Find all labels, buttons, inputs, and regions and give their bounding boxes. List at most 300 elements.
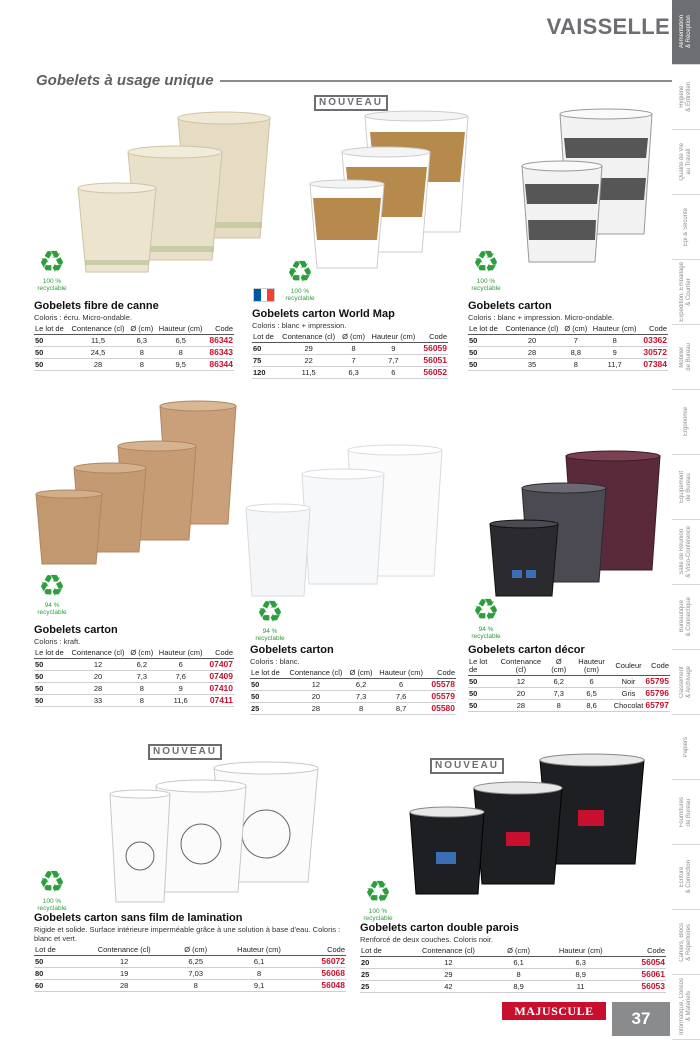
table-cell: 35 — [502, 359, 562, 371]
table-header: Ø (cm) — [340, 332, 368, 343]
table-header: Ø (cm) — [562, 324, 589, 335]
product-table — [468, 324, 668, 371]
table-row — [250, 703, 456, 715]
cup-small — [36, 490, 102, 564]
table-cell: 12 — [75, 956, 173, 968]
table-header: Contenance (cl) — [75, 945, 173, 956]
product-code: 86342 — [206, 335, 234, 347]
table-cell: 9 — [590, 347, 640, 359]
table-cell: 6,3 — [541, 957, 621, 969]
category-tab-label: Fournitures de Bureau — [679, 796, 692, 828]
table-cell: 11,5 — [278, 367, 340, 379]
table-cell: 50 — [34, 347, 68, 359]
table-header: Lot de — [252, 332, 278, 343]
table-cell: 120 — [252, 367, 278, 379]
product-code: 56051 — [419, 355, 448, 367]
table-header: Ø (cm) — [547, 657, 570, 676]
double-wall-cups-image — [408, 756, 648, 898]
table-cell: 6,1 — [218, 956, 300, 968]
table-cell: 12 — [400, 957, 497, 969]
table-cell: 6,3 — [128, 335, 155, 347]
table-cell: 24,5 — [68, 347, 128, 359]
recycle-icon: ♻ — [38, 246, 66, 279]
product-code: 07407 — [206, 659, 234, 671]
product-code: 05579 — [427, 691, 456, 703]
france-flag-icon — [253, 288, 275, 302]
product-code: 03362 — [640, 335, 668, 347]
category-tab-label: Equipement de Bureau — [679, 470, 692, 504]
table-header: Hauteur (cm) — [218, 945, 300, 956]
table-header: Ø (cm) — [173, 945, 218, 956]
product-description: Rigide et solide. Surface intérieure imperméable grâce à une solution à base d'eau. Coloris : blanc et vert. — [34, 925, 341, 943]
table-header: Code — [621, 946, 666, 957]
table-row — [34, 980, 346, 992]
table-cell: 29 — [400, 969, 497, 981]
table-cell: 50 — [468, 700, 495, 712]
table-row — [468, 688, 670, 700]
white-cups-image — [244, 446, 446, 600]
table-cell: 8 — [128, 683, 155, 695]
product-code: 65796 — [645, 688, 669, 698]
page-number: 37 — [612, 1002, 670, 1036]
product-code: 56053 — [621, 981, 666, 993]
table-row — [468, 335, 668, 347]
category-tab-label: Alimentation & Réception — [679, 15, 692, 49]
table-cell: 50 — [250, 679, 285, 691]
table-cell: 50 — [34, 671, 68, 683]
category-tab-label: Cahiers, Blocs & Répertoires — [679, 922, 692, 962]
product-name: Gobelets carton — [34, 624, 118, 636]
category-tab[interactable] — [672, 715, 700, 780]
product-block — [252, 308, 448, 379]
category-tab-label: Salle de Réunion & Visio-Conférence — [679, 526, 692, 578]
table-row — [34, 695, 234, 707]
product-code: 56061 — [621, 969, 666, 981]
table-cell: 8 — [547, 700, 570, 712]
category-tab[interactable] — [672, 780, 700, 845]
table-header: Contenance (cl) — [495, 657, 547, 676]
table-row — [34, 659, 234, 671]
product-table — [252, 332, 448, 379]
product-block — [468, 644, 670, 712]
table-cell: 7,3 — [347, 691, 375, 703]
table-header-row — [252, 332, 448, 343]
section-heading — [36, 72, 672, 89]
category-tab[interactable] — [672, 520, 700, 585]
table-cell: 8 — [347, 703, 375, 715]
product-code: 56048 — [300, 980, 346, 992]
product-name: Gobelets carton — [468, 300, 552, 312]
table-cell: 11,5 — [68, 335, 128, 347]
table-header-row — [360, 946, 666, 957]
category-tab[interactable] — [672, 130, 700, 195]
table-cell: 6 — [368, 367, 420, 379]
table-cell: 29 — [278, 343, 340, 355]
product-code: 05580 — [427, 703, 456, 715]
recyclable-badge: ♻ 94 % recyclable — [464, 596, 508, 640]
table-header: Couleur — [613, 657, 645, 676]
category-tab-label: Ergonomie — [682, 407, 689, 437]
table-cell: 25 — [360, 969, 400, 981]
table-cell: 8 — [562, 359, 589, 371]
table-cell: 50 — [468, 688, 495, 700]
table-cell: 20 — [502, 335, 562, 347]
category-tab-label: Classement & Archivage — [679, 665, 692, 699]
table-cell: 6 — [375, 679, 427, 691]
product-code: 05578 — [427, 679, 456, 691]
table-header: Code — [419, 332, 448, 343]
table-cell: 7 — [340, 355, 368, 367]
kraft-cups-image — [34, 402, 240, 568]
table-header-row — [250, 668, 456, 679]
table-cell: 6,5 — [156, 335, 206, 347]
table-header-row — [468, 657, 670, 676]
category-tab-label: Ecriture & Correction — [679, 860, 692, 894]
product-table — [250, 668, 456, 715]
table-header: Hauteur (cm) — [156, 648, 206, 659]
table-cell: 8 — [340, 343, 368, 355]
table-cell: 7,3 — [128, 671, 155, 683]
table-cell: 20 — [360, 957, 400, 969]
table-cell: 60 — [252, 343, 278, 355]
product-code: 07411 — [206, 695, 234, 707]
catalog-category-title: VAISSELLE — [546, 14, 670, 39]
product-description: Coloris : écru. Micro-ondable. — [34, 313, 132, 322]
table-header: Hauteur (cm) — [570, 657, 612, 676]
table-cell: 50 — [250, 691, 285, 703]
recycle-icon: ♻ — [38, 570, 66, 603]
product-block — [34, 300, 234, 371]
category-tab[interactable] — [672, 390, 700, 455]
cup-small — [110, 790, 170, 902]
table-header: Contenance (cl) — [68, 648, 128, 659]
product-name: Gobelets carton double parois — [360, 922, 519, 934]
coffee-print-cups-image — [520, 108, 660, 268]
product-description: Coloris : blanc + impression. Micro-ondable. — [468, 313, 615, 322]
cup-medium — [302, 469, 384, 584]
table-cell: Gris — [613, 688, 645, 700]
table-header-row — [34, 945, 346, 956]
table-header: Code — [206, 648, 234, 659]
category-tab-label: Expédition, Emballage & Courrier — [679, 262, 692, 322]
table-cell: 60 — [34, 980, 75, 992]
category-tab[interactable] — [672, 910, 700, 975]
table-header: Contenance (cl) — [278, 332, 340, 343]
product-description: Coloris : blanc. — [250, 657, 300, 666]
table-cell: 8 — [218, 968, 300, 980]
majuscule-logo: MAJUSCULE — [502, 1002, 606, 1020]
recycle-icon: ♻ — [472, 246, 500, 279]
table-cell: 50 — [34, 659, 68, 671]
table-cell: 25 — [250, 703, 285, 715]
category-tab[interactable] — [672, 585, 700, 650]
table-cell: 11,6 — [156, 695, 206, 707]
table-row — [34, 968, 346, 980]
table-header: Le lot de — [468, 657, 495, 676]
table-cell: 7,6 — [156, 671, 206, 683]
product-name: Gobelets carton World Map — [252, 308, 395, 320]
table-cell: 33 — [68, 695, 128, 707]
table-cell: 11,7 — [590, 359, 640, 371]
product-code: 30572 — [640, 347, 668, 359]
table-cell: 8,6 — [570, 700, 612, 712]
table-cell: 20 — [285, 691, 347, 703]
new-label: NOUVEAU — [430, 758, 504, 774]
table-cell: 50 — [468, 347, 502, 359]
table-row — [468, 347, 668, 359]
category-tab-label: Mobilier de Bureau — [679, 343, 692, 371]
product-table — [34, 648, 234, 707]
category-tab[interactable] — [672, 325, 700, 390]
table-row — [360, 969, 666, 981]
table-cell: 6 — [570, 676, 612, 688]
table-header: Code — [427, 668, 456, 679]
table-cell: 28 — [68, 683, 128, 695]
table-cell: 50 — [34, 335, 68, 347]
recycle-icon: ♻ — [364, 876, 392, 909]
product-name: Gobelets carton décor — [468, 644, 585, 656]
category-tab-label: Papiers — [682, 736, 689, 758]
table-header: Hauteur (cm) — [156, 324, 206, 335]
cane-cups-image — [70, 110, 280, 280]
table-row — [252, 355, 448, 367]
product-table — [34, 945, 346, 992]
table-row — [468, 700, 670, 712]
world-map-cups-image — [310, 112, 475, 272]
table-cell: 25 — [360, 981, 400, 993]
table-cell: 50 — [34, 956, 75, 968]
table-row — [34, 335, 234, 347]
product-name: Gobelets carton sans film de lamination — [34, 912, 243, 924]
category-tab[interactable] — [672, 845, 700, 910]
table-cell: 8 — [173, 980, 218, 992]
category-tab-label: Hygiène & Entretien — [679, 82, 692, 112]
section-title: Gobelets à usage unique — [36, 72, 214, 89]
table-row — [360, 957, 666, 969]
table-cell: 12 — [495, 676, 547, 688]
product-description: Renforcé de deux couches. Coloris noir. — [360, 935, 493, 944]
table-row — [34, 671, 234, 683]
table-header: Ø (cm) — [347, 668, 375, 679]
product-code: 86343 — [206, 347, 234, 359]
product-table — [468, 657, 670, 712]
category-tab[interactable] — [672, 455, 700, 520]
cup-medium — [474, 782, 562, 884]
product-block — [34, 912, 346, 992]
table-header: Contenance (cl) — [68, 324, 128, 335]
recyclable-badge: ♻ 94 % recyclable — [248, 598, 292, 642]
table-cell: 20 — [68, 671, 128, 683]
table-header: Code — [644, 657, 670, 676]
product-name: Gobelets carton — [250, 644, 334, 656]
table-cell: 8 — [590, 335, 640, 347]
table-cell: 6,2 — [347, 679, 375, 691]
table-header: Contenance (cl) — [400, 946, 497, 957]
table-row — [360, 981, 666, 993]
table-cell: 6 — [156, 659, 206, 671]
recyclable-badge: ♻ 94 % recyclable — [30, 572, 74, 616]
table-cell: 6,2 — [128, 659, 155, 671]
category-tab[interactable] — [672, 195, 700, 260]
new-label: NOUVEAU — [314, 95, 388, 111]
product-code: 07409 — [206, 671, 234, 683]
product-code: 56052 — [419, 367, 448, 379]
recyclable-badge: ♻ 100 % recyclable — [278, 258, 322, 302]
table-row — [34, 359, 234, 371]
table-header: Code — [206, 324, 234, 335]
product-description: Coloris : kraft. — [34, 637, 81, 646]
table-header: Ø (cm) — [128, 648, 155, 659]
category-tabs — [672, 0, 700, 1040]
category-tab[interactable] — [672, 260, 700, 325]
table-cell: 50 — [468, 359, 502, 371]
table-header: Le lot de — [34, 324, 68, 335]
recyclable-badge: ♻ 100 % recyclable — [30, 868, 74, 912]
product-description: Coloris : blanc + impression. — [252, 321, 347, 330]
table-row — [34, 683, 234, 695]
table-cell: 7,7 — [368, 355, 420, 367]
table-header: Lot de — [360, 946, 400, 957]
cup-small — [246, 504, 310, 596]
product-code: 86344 — [206, 359, 234, 371]
table-cell: 50 — [468, 676, 495, 688]
table-cell: 8 — [156, 347, 206, 359]
category-tab[interactable] — [672, 975, 700, 1040]
tree-print-cups-image — [108, 760, 322, 906]
product-code: 56059 — [419, 343, 448, 355]
table-cell: 50 — [34, 359, 68, 371]
category-tab-label: Epi & Sécurité — [682, 207, 689, 247]
table-cell: 9 — [156, 683, 206, 695]
table-row — [250, 679, 456, 691]
table-cell: 28 — [68, 359, 128, 371]
table-cell: 50 — [468, 335, 502, 347]
product-block — [468, 300, 668, 371]
table-row — [34, 956, 346, 968]
table-header: Contenance (cl) — [502, 324, 562, 335]
table-header-row — [34, 324, 234, 335]
recyclable-badge: ♻ 100 % recyclable — [356, 878, 400, 922]
table-cell: 19 — [75, 968, 173, 980]
table-cell: 22 — [278, 355, 340, 367]
table-cell: 8,8 — [562, 347, 589, 359]
table-header: Hauteur (cm) — [375, 668, 427, 679]
product-table — [360, 946, 666, 993]
recycle-icon: ♻ — [472, 594, 500, 627]
table-cell: 20 — [495, 688, 547, 700]
table-header: Hauteur (cm) — [368, 332, 420, 343]
category-tab-label: Informatique, Consos & Matériels — [679, 978, 692, 1036]
table-header: Lot de — [34, 945, 75, 956]
table-row — [252, 367, 448, 379]
category-tab-label: Qualité de Vie au Travail — [679, 143, 692, 181]
table-header: Le lot de — [468, 324, 502, 335]
table-cell: 8,7 — [375, 703, 427, 715]
table-row — [34, 347, 234, 359]
table-cell: 9,1 — [218, 980, 300, 992]
table-header: Hauteur (cm) — [590, 324, 640, 335]
table-header: Contenance (cl) — [285, 668, 347, 679]
table-cell: 6,1 — [497, 957, 541, 969]
table-cell: Noir — [613, 676, 645, 688]
table-header: Code — [640, 324, 668, 335]
table-cell: 8 — [128, 347, 155, 359]
table-cell: 75 — [252, 355, 278, 367]
category-tab[interactable] — [672, 650, 700, 715]
table-cell: 6,3 — [340, 367, 368, 379]
table-row — [468, 359, 668, 371]
recycle-icon: ♻ — [38, 866, 66, 899]
table-cell: 7,3 — [547, 688, 570, 700]
product-code: 56072 — [300, 956, 346, 968]
product-code: 65797 — [645, 700, 669, 710]
table-header: Le lot de — [250, 668, 285, 679]
table-cell: 28 — [285, 703, 347, 715]
table-cell: 80 — [34, 968, 75, 980]
new-label: NOUVEAU — [148, 744, 222, 760]
table-header: Ø (cm) — [128, 324, 155, 335]
table-cell: 8 — [128, 695, 155, 707]
table-cell: 12 — [285, 679, 347, 691]
product-block — [34, 624, 234, 707]
table-cell: 9 — [368, 343, 420, 355]
table-header: Ø (cm) — [497, 946, 541, 957]
table-cell: 50 — [34, 695, 68, 707]
recyclable-badge: ♻ 100 % recyclable — [30, 248, 74, 292]
table-row — [250, 691, 456, 703]
table-cell: 6,25 — [173, 956, 218, 968]
recycle-icon: ♻ — [256, 596, 284, 629]
cup-small — [310, 180, 384, 268]
table-cell: 8,9 — [497, 981, 541, 993]
recycle-icon: ♻ — [286, 256, 314, 289]
product-block — [250, 644, 456, 715]
table-cell: 7,03 — [173, 968, 218, 980]
table-cell: Chocolat — [613, 701, 644, 710]
product-code: 65795 — [645, 676, 669, 686]
category-tab[interactable] — [672, 65, 700, 130]
product-code: 07410 — [206, 683, 234, 695]
table-cell: 7,6 — [375, 691, 427, 703]
table-cell: 28 — [502, 347, 562, 359]
table-cell: 8 — [128, 359, 155, 371]
table-header: Le lot de — [34, 648, 68, 659]
category-tab[interactable] — [672, 0, 700, 65]
table-cell: 28 — [495, 700, 547, 712]
table-cell: 8,9 — [541, 969, 621, 981]
table-cell: 7 — [562, 335, 589, 347]
category-tab-label: Bureautique & Connectique — [679, 597, 692, 637]
table-cell: 8 — [497, 969, 541, 981]
table-cell: 11 — [541, 981, 621, 993]
product-block — [360, 922, 666, 993]
table-header: Hauteur (cm) — [541, 946, 621, 957]
table-cell: 6,2 — [547, 676, 570, 688]
table-row — [252, 343, 448, 355]
cup-small — [78, 183, 156, 272]
table-cell: 28 — [75, 980, 173, 992]
table-cell: 50 — [34, 683, 68, 695]
cup-small — [410, 807, 484, 894]
table-cell: 9,5 — [156, 359, 206, 371]
table-cell: 42 — [400, 981, 497, 993]
table-header-row — [34, 648, 234, 659]
table-cell: 12 — [68, 659, 128, 671]
cup-small — [490, 520, 558, 596]
product-code: 07384 — [640, 359, 668, 371]
product-table — [34, 324, 234, 371]
product-name: Gobelets fibre de canne — [34, 300, 159, 312]
